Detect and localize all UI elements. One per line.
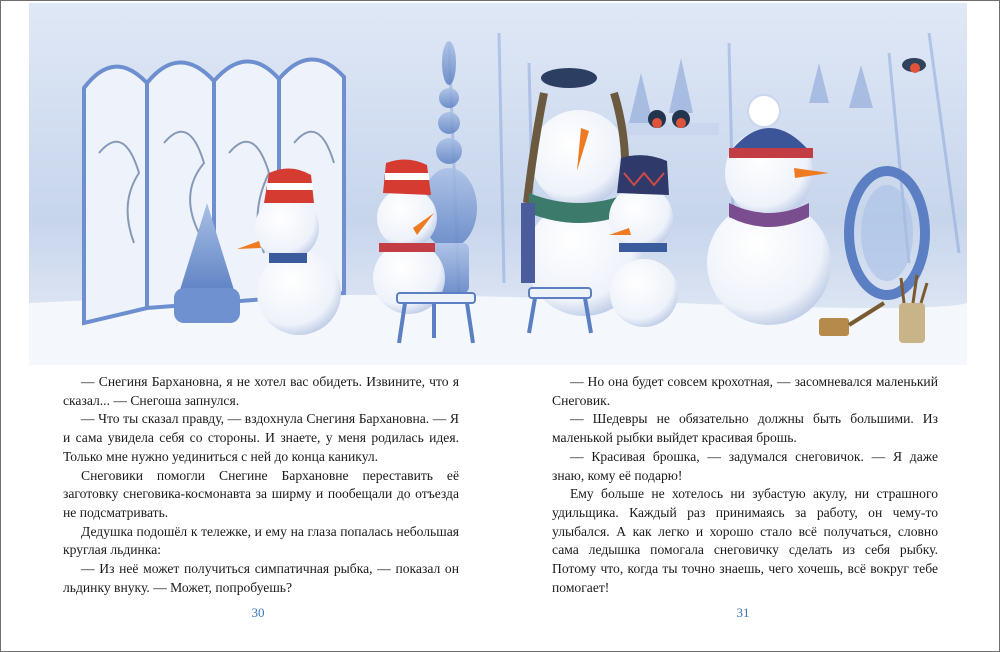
left-page-text xyxy=(63,373,459,597)
paragraph: Ему больше не хотелось ни зубастую акулу, ни страшного удильщика. Каждый раз принимаясь за работу, он чему-то улыбался. А как легко и хорошо стало всё получаться, словно сама ледышка помогала снеговичку сделать из себя рыбку. Потому что, когда ты точно знаешь, чего хочешь, всё вокруг тебе помогает! xyxy=(552,486,938,595)
page-number-left: 30 xyxy=(251,605,265,620)
illustration-drawing xyxy=(29,3,967,365)
right-page-text xyxy=(552,373,938,597)
paragraph: — Красивая брошка, — задумался снеговичок. — Я даже знаю, кому её подарю! xyxy=(552,448,938,483)
paragraph: — Снегиня Бархановна, я не хотел вас обидеть. Извините, что я сказал... — Снегоша запнулся. xyxy=(63,374,459,408)
snowmen-workshop-illustration xyxy=(29,3,967,365)
page-number-right: 31 xyxy=(736,605,750,620)
paragraph: — Из неё может получиться симпатичная рыбка, — показал он льдинку внуку. — Может, попробуешь? xyxy=(63,561,459,595)
paragraph: — Но она будет совсем крохотная, — засомневался маленький Снеговик. xyxy=(552,374,938,408)
paragraph: Снеговики помогли Снегине Бархановне переставить её заготовку снеговика-космонавта за ширму и пообещали до отъезда не подсматривать. xyxy=(63,467,459,520)
paragraph: — Шедевры не обязательно должны быть большими. Из маленькой рыбки выйдет красивая брошь. xyxy=(552,411,938,446)
paragraph: Дедушка подошёл к тележке, и ему на глаза попалась небольшая круглая льдинка: xyxy=(63,523,459,558)
paragraph: — Что ты сказал правду, — вздохнула Снегиня Бархановна. — Я и сама увидела себя со стороны. И знаете, у меня родилась идея. Только мне нужно уединиться с ней до конца каникул. xyxy=(63,411,459,464)
